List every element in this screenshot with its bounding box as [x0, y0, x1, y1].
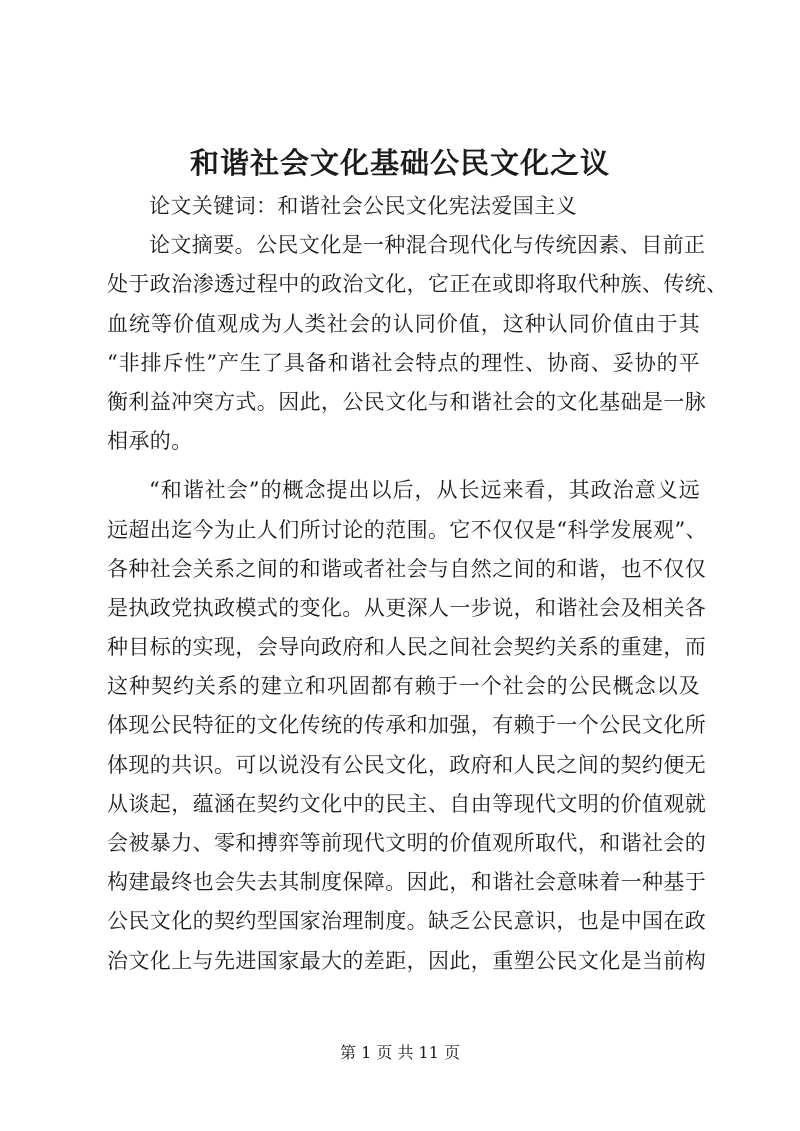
body-line: 是执政党执政模式的变化。从更深人一步说，和谐社会及相关各 [107, 595, 707, 620]
paragraph-spacer [107, 461, 700, 471]
keywords-line: 论文关键词：和谐社会公民文化宪法爱国主义 [149, 194, 577, 218]
body-line: 这种契约关系的建立和巩固都有赖于一个社会的公民概念以及 [107, 674, 700, 699]
body-line: 种目标的实现，会导向政府和人民之间社会契约关系的重建，而 [107, 635, 707, 660]
abstract-paragraph [107, 226, 728, 461]
abstract-line: 血统等价值观成为人类社会的认同价值，这种认同价值由于其 [107, 311, 700, 336]
abstract-line: 相承的。 [107, 429, 193, 454]
body-line: 各种社会关系之间的和谐或者社会与自然之间的和谐，也不仅仅 [107, 556, 707, 581]
body-line: “和谐社会”的概念提出以后，从长远来看，其政治意义远 [149, 478, 700, 503]
body-line: 公民文化的契约型国家治理制度。缺乏公民意识，也是中国在政 [107, 909, 707, 934]
body-line: 构建最终也会失去其制度保障。因此，和谐社会意味着一种基于 [107, 870, 707, 895]
abstract-line: 论文摘要。公民文化是一种混合现代化与传统因素、目前正 [149, 233, 706, 258]
document-title: 和谐社会文化基础公民文化之议 [189, 146, 610, 180]
keywords-paragraph [107, 187, 700, 226]
body-line: 体现公民特征的文化传统的传承和加强，有赖于一个公民文化所 [107, 713, 707, 738]
page-number-footer: 第 1 页 共 11 页 [340, 1043, 460, 1062]
abstract-line: “非排斥性”产生了具备和谐社会特点的理性、协商、妥协的平 [107, 350, 700, 375]
body-line: 会被暴力、零和搏弈等前现代文明的价值观所取代，和谐社会的 [107, 831, 707, 855]
body-line: 体现的共识。可以说没有公民文化，政府和人民之间的契约便无 [107, 752, 707, 777]
document-body [107, 187, 728, 981]
abstract-line: 处于政治渗透过程中的政治文化，它正在或即将取代种族、传统、 [107, 272, 728, 297]
body-line: 从谈起，蕴涵在契约文化中的民主、自由等现代文明的价值观就 [107, 791, 707, 816]
body-line: 远超出迄今为止人们所讨论的范围。它不仅仅是“科学发展观”、 [107, 517, 708, 542]
abstract-line: 衡利益冲突方式。因此，公民文化与和谐社会的文化基础是一脉 [107, 389, 707, 414]
body-paragraph [107, 471, 708, 980]
body-line: 治文化上与先进国家最大的差距，因此，重塑公民文化是当前构 [107, 948, 707, 973]
